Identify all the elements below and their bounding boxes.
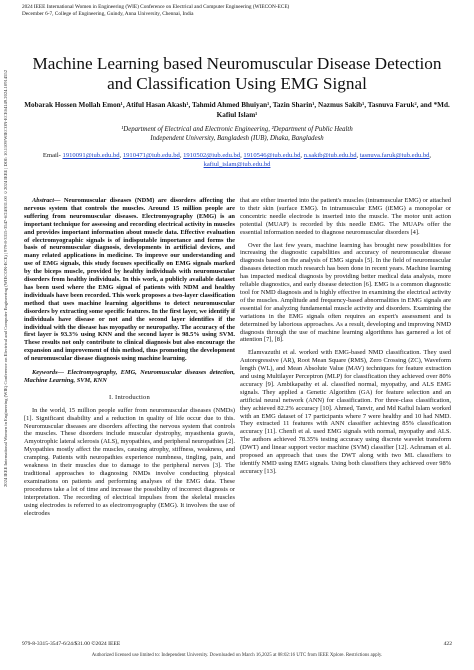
keywords [24, 369, 235, 385]
intro-paragraph-2: Over the last few years, machine learning has brought new possibilities for increasing the diagnostic capabilities and accuracy of neuromuscular disease diagnosis based on the analysis of EMG signals [5]. In the field of neuromuscular diseases detection much research has been done in recent years. Machine learning has impacted medical diagnosis by providing better medical data analysis, more reliable diagnostics, and early disease detection [6]. EMG is a common diagnostic tool for NMD diagnosis and is highly effective in examining the electrical activity of the muscles. Amplitude and frequency-based abnormalities in EMG signals are essential for analyzing fundamental muscle activity and disorders. Examining the variations in the EMG signals often requires an expert's assessment and is determined by laborious approaches. As a result, developing and improving NMD diagnosis through the use of machine learning algorithms has garnered a lot of attention [7], [8]. [240, 241, 451, 344]
left-column [24, 197, 235, 517]
email-link[interactable]: kafiul_islam@iub.edu.bd [203, 161, 271, 168]
footer-isbn: 979-8-3315-3547-6/24/$31.00 ©2024 IEEE [22, 641, 121, 647]
email-link[interactable]: 1910502@iub.edu.bd [183, 152, 241, 159]
affiliation-university: Independent University, Bangladesh (IUB), Dhaka, Bangladesh [150, 134, 324, 142]
email-link[interactable]: n.sakib@iub.edu.bd [303, 152, 357, 159]
right-column [240, 197, 451, 476]
abstract [24, 197, 235, 363]
email-link[interactable]: tasnuva.faruk@iub.edu.bd [359, 152, 430, 159]
section-heading-introduction: I. Introduction [108, 393, 151, 401]
abstract-label: Abstract [32, 197, 55, 204]
intro-paragraph-1: In the world, 15 million people suffer from neuromuscular diseases (NMDs) [1]. Significant disability and a reduction in quality of life occur due to this. Neuromuscular diseases are disorders affecting the nervous system that controls the muscles. These disorders include muscular dystrophy, myasthenia gravis, Amyotrophic lateral sclerosis (ALS), myopathies, and peripheral neuropathies [2]. Myopathies mostly affect the muscles, causing atrophy, stiffness, weakness, and cramping. Patients with neuropathies experience numbness, tingling, pain, and weakness in their muscles due to damage to the peripheral nerves [3]. The traditional approaches to diagnosing NMDs involve conducting physical examinations on patients and performing analyses of the EMG data. These procedures take a lot of time and increase the possibility of incorrect diagnosis or interpretation. The recording of electrical impulses from the skeletal muscles using electrodes is referred to as electromyography (EMG). It involves the use of electrodes [24, 406, 235, 517]
paper-title: Machine Learning based Neuromuscular Disease Detection and Classification Using EMG Signal [32, 54, 442, 93]
side-identifier-text: 2024 IEEE International Women in Engineering (WIE) Conference on Electrical and Computer Engineering (WIECON-ECE) | 979-8-3315-3547-6/24/$31.00 ©2024 IEEE | DOI: 10.1109/WIECON-ECE64149.2024.10914552 [3, 70, 8, 487]
conference-header [22, 4, 452, 17]
email-link[interactable]: 1910546@iub.edu.bd [243, 152, 301, 159]
intro-paragraph-continued: that are either inserted into the patient's muscles (intramuscular EMG) or attached to their skin (surface EMG). In intramuscular EMG (iEMG) a monopolar or concentric needle electrode is inserted into the muscle. The motor unit action potential (MUAP) is recorded by this needle EMG. The MUAPs offer the essential information needed to diagnose neuromuscular disorders [4]. [240, 197, 451, 236]
affiliation-departments: ¹Department of Electrical and Electronic Engineering, ²Department of Public Health [121, 126, 353, 133]
page-number: 422 [443, 641, 452, 647]
email-link[interactable]: 1910091@iub.edu.bd [62, 152, 120, 159]
author-list: Mobarak Hossen Mollah Emon¹, Atiful Hasan Akash¹, Tahmid Ahmed Bhuiyan¹, Tazin Sharin¹, Nazmus Sakib¹, Tasnuva Faruk², and *Md. Kafiul Islam¹ [24, 101, 450, 119]
license-notice: Authorized licensed use limited to: Independent University. Downloaded on March 16,2025 at 08:02:16 UTC from IEEE Xplore. Restrictions apply. [91, 653, 383, 658]
keywords-label: Keywords [32, 369, 58, 377]
conference-name: 2024 IEEE International Women in Engineering (WIE) Conference on Electrical and Computer Engineering (WIECON-ECE) [22, 4, 290, 10]
abstract-text: — Neuromuscular diseases (NDM) are disorders affecting the nervous system that controls the muscles. Around 15 million people are suffering from neuromuscular diseases. Electromyography (EMG) is an important technique for assessing and recording electrical activity in muscles and provides important information about muscle data. Effective evaluation of electromyographic signals is of indisputable importance and forms the basis of neuromuscular diagnosis, developments in artificial devices, and many related applications in medicine. To improve our understanding and use of EMG signals, this study focuses specifically on EMG signals marked by the biceps muscle, provided by healthy individuals with neuromuscular disorders from healthy individuals. In this work, a publicly available dataset has been used where the EMG signal of patients with NDM and healthy individuals have been recorded. This work proposes a two-layer classification method that uses machine learning algorithms to detect neuromuscular disorders by extracting some specific features. In the first layer, we identify if individuals have disease or not and the second layer identifies if the individual with the disease has myopathy or neuropathy. The accuracy of the first layer is 93.3% using KNN and the second layer is 98.5% using SVM. These results not only contribute to clinical diagnosis but also encourage the expansion and improvement of this method, thus promoting the development of neuromuscular disease diagnosis using machine learning. [24, 197, 235, 363]
email-block: Email- 1910091@iub.edu.bd, 1910471@iub.edu.bd, 1910502@iub.edu.bd, 1910546@iub.edu.bd, n.sakib@iub.edu.bd, tasnuva.faruk@iub.edu.bd, kafiul_islam@iub.edu.bd [42, 152, 432, 168]
side-identifier [2, 70, 12, 630]
email-link[interactable]: 1910471@iub.edu.bd [122, 152, 180, 159]
intro-paragraph-3: Elamvazuthi et al. worked with EMG-based NMD classification. They used Autoregressive (AR), Root Mean Square (RMS), Zero Crossing (ZC), Waveform length (WL), and Mean Absolute Value (MAV) techniques for feature extraction and using Multilayer Perceptron (MLP) for classification they achieved over 80% accuracy [9]. Ambikapathy et al. classified normal, myopathy, and ALS EMG signals. They applied a Genetic Algorithm (GA) for feature selection and an artificial neural network (ANN) for classification. For three-class classification, they achieved 82.2% accuracy [10]. Ahmed, Tanvir, and Md Kafiul Islam worked with an EMG dataset of 17 participants where 7 were healthy and 10 had NMD. They extracted 11 features with ANN classifier achieving 85% classification accuracy [11]. Chenfi et al. used EMG signals with normal, myopathy and ALS. The authors achieved 78.35% testing accuracy using discrete wavelet transform (DWT) and linear support vector machine (SVM) classifier [12]. Achraman et al. proposed an approach that uses the DWT along with two ML classifiers to identify NMD using EMG signals. Using both classifiers they achieved over 98% accuracy [13]. [240, 349, 451, 475]
affiliations [40, 126, 434, 143]
email-label: Email- [42, 152, 61, 159]
keywords-text: — Electromyography, EMG, Neuromuscular diseases detection, Machine Learning, SVM, KNN [24, 369, 235, 384]
conference-dates: December 6-7, College of Engineering, Guindy, Anna University, Chennai, India [22, 10, 194, 17]
